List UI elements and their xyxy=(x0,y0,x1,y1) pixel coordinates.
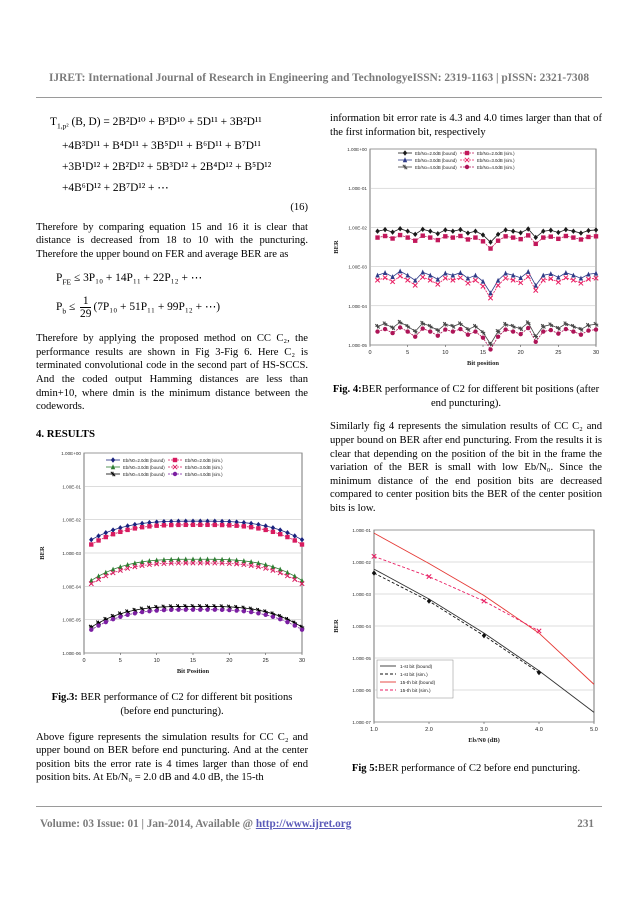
legend-marker xyxy=(173,472,177,476)
data-point xyxy=(451,236,455,240)
data-point xyxy=(118,615,122,619)
data-point xyxy=(162,523,166,527)
data-point xyxy=(413,239,417,243)
data-point xyxy=(586,235,590,239)
data-point xyxy=(176,608,180,612)
plot-area xyxy=(370,149,596,345)
fig4-chart xyxy=(330,143,602,379)
x-tick-label: 15 xyxy=(189,658,197,665)
legend-label: 1-st bit (sim.) xyxy=(400,672,428,678)
data-point xyxy=(133,527,137,531)
data-point xyxy=(213,523,217,527)
data-point xyxy=(249,610,253,614)
data-point xyxy=(271,615,275,619)
y-tick-label: 1.00E+00 xyxy=(347,147,367,153)
data-point xyxy=(104,620,108,624)
data-point xyxy=(556,237,560,241)
fig3-chart xyxy=(36,447,308,683)
data-point xyxy=(458,234,462,238)
legend-label: Eb/No=2.0dB (sim.) xyxy=(477,150,515,156)
data-point xyxy=(242,609,246,613)
data-point xyxy=(496,239,500,243)
data-point xyxy=(96,624,100,628)
data-point xyxy=(293,624,297,628)
data-point xyxy=(278,617,282,621)
y-tick-label: 1.00E-02 xyxy=(62,518,81,524)
y-tick-label: 1.00E-04 xyxy=(62,584,81,590)
data-point xyxy=(89,543,93,547)
data-point xyxy=(140,610,144,614)
data-point xyxy=(571,236,575,240)
data-point xyxy=(534,340,538,344)
y-tick-label: 1.00E-05 xyxy=(62,618,81,624)
data-point xyxy=(526,326,530,330)
y-axis-label: BER xyxy=(333,618,340,633)
data-point xyxy=(405,330,409,334)
x-tick-label: 25 xyxy=(555,350,562,357)
data-point xyxy=(421,234,425,238)
data-point xyxy=(227,523,231,527)
y-tick-label: 1.00E+00 xyxy=(61,451,81,457)
legend-label: Eb/N0=2.0dB (bound) xyxy=(123,458,165,464)
x-tick-label: 4.0 xyxy=(535,726,543,733)
data-point xyxy=(263,528,267,532)
data-point xyxy=(162,608,166,612)
y-tick-label: 1.00E-04 xyxy=(348,303,367,309)
data-point xyxy=(405,236,409,240)
data-point xyxy=(184,608,188,612)
y-tick-label: 1.00E-03 xyxy=(348,264,367,270)
data-point xyxy=(256,527,260,531)
data-point xyxy=(125,613,129,617)
data-point xyxy=(564,327,568,331)
equation-16-line-4: +4B⁶D¹² + 2B⁷D¹² + ⋯ xyxy=(62,182,169,195)
y-tick-label: 1.00E-05 xyxy=(348,343,367,349)
y-tick-label: 1.00E-05 xyxy=(352,655,371,661)
data-point xyxy=(436,334,440,338)
data-point xyxy=(579,333,583,337)
y-tick-label: 1.00E-02 xyxy=(352,559,371,565)
data-point xyxy=(488,247,492,251)
data-point xyxy=(390,331,394,335)
fig5-chart xyxy=(330,524,602,752)
header-rule xyxy=(36,97,602,98)
equation-16-line-3: +3B¹D¹² + 2B²D¹² + 5B³D¹² + 2B⁴D¹² + B⁵D¹² xyxy=(62,161,272,174)
y-tick-label: 1.00E-04 xyxy=(352,623,371,629)
legend-label: Eb/N0=3.0dB (bound) xyxy=(123,465,165,471)
y-axis-label: BER xyxy=(333,240,340,254)
data-point xyxy=(511,236,515,240)
data-point xyxy=(398,233,402,237)
data-point xyxy=(383,327,387,331)
data-point xyxy=(511,330,515,334)
data-point xyxy=(390,237,394,241)
paragraph: Therefore by applying the proposed method on CC C₂, the performance results are shown in Fig 3-Fig 6. Here C₂ is terminated convolutional code in the second part of HS-SCCS. And the coded output Hamming distances are less than dmin+10, where dmin is the minimum distance between the codewords. xyxy=(36,333,308,413)
x-tick-label: 3.0 xyxy=(480,726,488,733)
data-point xyxy=(571,330,575,334)
data-point xyxy=(293,539,297,543)
data-point xyxy=(154,609,158,613)
footer-volume: Volume: 03 Issue: 01 | Jan-2014, Available @ http://www.ijret.org xyxy=(40,818,352,830)
paragraph: Above figure represents the simulation results for CC C₂ and upper bound on BER before end puncturing. And at the center position bits the error rate is 4 times larger than those of end position bits. At Eb/N₀ = 2.0 dB and 4.0 dB, the 15-th xyxy=(36,731,308,784)
data-point xyxy=(271,530,275,534)
legend-label: Eb/N0=4.0dB (bound) xyxy=(123,472,165,478)
data-point xyxy=(184,523,188,527)
y-tick-label: 1.00E-02 xyxy=(348,225,367,231)
data-point xyxy=(125,528,129,532)
data-point xyxy=(198,608,202,612)
data-point xyxy=(227,608,231,612)
paragraph: Therefore by comparing equation 15 and 16 it is clear that distance is decreased from 18 to 10 with the puncturing. Therefore the upper bound on FER and average BER are as xyxy=(36,221,308,261)
legend-label: Eb/No=4.0dB (bound) xyxy=(415,164,457,170)
fig3-caption: Fig.3: BER performance of C2 for different bit positions (before end puncturing). xyxy=(51,692,293,717)
data-point xyxy=(242,525,246,529)
right-column xyxy=(330,112,602,775)
legend-label: Eb/No=3.0dB (sim.) xyxy=(477,157,515,163)
data-point xyxy=(205,608,209,612)
data-point xyxy=(249,525,253,529)
legend-label: Eb/No=3.0dB (bound) xyxy=(415,157,457,163)
data-point xyxy=(111,617,115,621)
data-point xyxy=(503,234,507,238)
section-heading: 4. RESULTS xyxy=(36,427,96,440)
data-point xyxy=(541,236,545,240)
y-axis-label: BER xyxy=(39,546,46,561)
data-point xyxy=(594,328,598,332)
x-tick-label: 20 xyxy=(226,658,233,665)
data-point xyxy=(541,330,545,334)
x-tick-label: 5 xyxy=(406,350,410,357)
legend-label: 1-st bit (bound) xyxy=(400,664,433,670)
data-point xyxy=(503,328,507,332)
x-tick-label: 15 xyxy=(479,350,487,357)
paragraph: Similarly fig 4 represents the simulation results of CC C₂ and upper bound on BER after end puncturing. From the results it is clear that depending on the position of the bit in the frame the variation of the BER is small with low Eb/N₀. Since the minimum distance of the end position bits are decreased compared to center position bits the BER of the center position bits is low. xyxy=(330,421,602,514)
journal-header: IJRET: International Journal of Research in Engineering and TechnologyeISSN: 2319-1163 | pISSN: 2321-7308 xyxy=(48,72,590,84)
data-point xyxy=(96,539,100,543)
x-tick-label: 5.0 xyxy=(590,726,598,733)
data-point xyxy=(300,628,304,632)
data-point xyxy=(383,234,387,238)
data-point xyxy=(118,530,122,534)
equation-16-line-2: +4B³D¹¹ + B⁴D¹¹ + 3B⁵D¹¹ + B⁶D¹¹ + B⁷D¹¹ xyxy=(62,140,261,153)
data-point xyxy=(375,236,379,240)
data-point xyxy=(436,238,440,242)
data-point xyxy=(518,332,522,336)
legend-label: 15-th bit (sim.) xyxy=(400,688,431,694)
x-tick-label: 30 xyxy=(298,658,306,665)
data-point xyxy=(111,532,115,536)
equation-pfe: $P_{FE} \le 3P_{10} + 14P_{11} + 22P_{12}$ + ⋯ xyxy=(56,271,203,286)
data-point xyxy=(534,242,538,246)
data-point xyxy=(594,234,598,238)
equation-16-line-1: $T_{1,p^2}$ (B, D) = 2B²D¹⁰ + B³D¹⁰ + 5D¹¹ + 3B²D¹¹ xyxy=(50,116,262,131)
data-point xyxy=(579,237,583,241)
data-point xyxy=(205,523,209,527)
data-point xyxy=(133,611,137,615)
x-tick-label: 25 xyxy=(262,658,269,665)
left-column xyxy=(36,112,308,785)
y-tick-label: 1.00E-01 xyxy=(62,484,81,490)
data-point xyxy=(466,237,470,241)
y-tick-label: 1.00E-03 xyxy=(352,591,371,597)
x-tick-label: 5 xyxy=(118,658,122,665)
data-point xyxy=(220,523,224,527)
data-point xyxy=(176,523,180,527)
journal-link[interactable]: http://www.ijret.org xyxy=(255,818,352,830)
y-tick-label: 1.00E-06 xyxy=(352,687,371,693)
data-point xyxy=(169,523,173,527)
x-axis-label: Bit position xyxy=(467,360,499,368)
data-point xyxy=(481,239,485,243)
data-point xyxy=(169,608,173,612)
x-tick-label: 1.0 xyxy=(370,726,378,733)
data-point xyxy=(413,335,417,339)
y-tick-label: 1.00E-07 xyxy=(352,719,371,725)
data-point xyxy=(104,535,108,539)
data-point xyxy=(443,328,447,332)
equation-number: (16) xyxy=(290,202,308,214)
data-point xyxy=(263,613,267,617)
data-point xyxy=(278,532,282,536)
y-tick-label: 1.00E-06 xyxy=(62,651,81,657)
x-axis-label: Bit Position xyxy=(176,668,210,676)
data-point xyxy=(443,234,447,238)
data-point xyxy=(421,327,425,331)
x-tick-label: 10 xyxy=(153,658,160,665)
footer-rule xyxy=(36,806,602,807)
equation-pb: $P_b$ ≤ $\frac{1}{29}$ (7P₁₀ + 51P₁₁ + 99P₁₂ + ⋯) xyxy=(56,294,221,320)
x-tick-label: 20 xyxy=(517,350,524,357)
data-point xyxy=(234,609,238,613)
data-point xyxy=(451,330,455,334)
data-point xyxy=(220,608,224,612)
data-point xyxy=(564,234,568,238)
data-point xyxy=(586,329,590,333)
legend-marker xyxy=(465,165,469,169)
x-tick-label: 0 xyxy=(368,350,372,357)
data-point xyxy=(198,523,202,527)
data-point xyxy=(458,327,462,331)
data-point xyxy=(147,609,151,613)
data-point xyxy=(549,328,553,332)
data-point xyxy=(556,332,560,336)
data-point xyxy=(375,330,379,334)
data-point xyxy=(488,347,492,351)
x-tick-label: 30 xyxy=(592,350,600,357)
page-number: 231 xyxy=(577,818,594,830)
x-tick-label: 2.0 xyxy=(425,726,433,733)
x-tick-label: 0 xyxy=(82,658,86,665)
y-tick-label: 1.00E-01 xyxy=(352,527,371,533)
data-point xyxy=(473,330,477,334)
legend-label: Eb/N0=4.0dB (sim.) xyxy=(185,472,223,478)
fig5-caption: Fig 5:BER performance of C2 before end puncturing. xyxy=(351,762,581,774)
data-point xyxy=(428,330,432,334)
data-point xyxy=(147,525,151,529)
data-point xyxy=(398,325,402,329)
y-tick-label: 1.00E-01 xyxy=(348,186,367,192)
data-point xyxy=(154,524,158,528)
data-point xyxy=(466,333,470,337)
legend-marker xyxy=(465,151,469,155)
data-point xyxy=(549,235,553,239)
data-point xyxy=(518,237,522,241)
legend-label: Eb/N0=3.0dB (sim.) xyxy=(185,465,223,471)
data-point xyxy=(481,336,485,340)
legend-label: Eb/No=4.0dB (sim.) xyxy=(477,164,515,170)
data-point xyxy=(285,620,289,624)
data-point xyxy=(300,543,304,547)
data-point xyxy=(191,523,195,527)
legend-label: 15-th bit (bound) xyxy=(400,680,436,686)
data-point xyxy=(213,608,217,612)
data-point xyxy=(140,525,144,529)
fig4-caption: Fig. 4:BER performance of C2 for different bit positions (after end puncturing). xyxy=(332,384,600,409)
data-point xyxy=(191,608,195,612)
x-tick-label: 10 xyxy=(442,350,449,357)
data-point xyxy=(89,628,93,632)
legend-label: Eb/N0=2.0dB (sim.) xyxy=(185,458,223,464)
x-axis-label: Eb/N0 (dB) xyxy=(468,736,500,744)
data-point xyxy=(496,335,500,339)
legend-label: Eb/No=2.0dB (bound) xyxy=(415,150,457,156)
data-point xyxy=(526,233,530,237)
data-point xyxy=(473,236,477,240)
legend-marker xyxy=(173,458,177,462)
data-point xyxy=(256,611,260,615)
data-point xyxy=(428,236,432,240)
y-tick-label: 1.00E-03 xyxy=(62,551,81,557)
data-point xyxy=(234,524,238,528)
paragraph: information bit error rate is 4.3 and 4.0 times larger than that of the first information bit, respectively xyxy=(330,113,602,138)
data-point xyxy=(285,535,289,539)
